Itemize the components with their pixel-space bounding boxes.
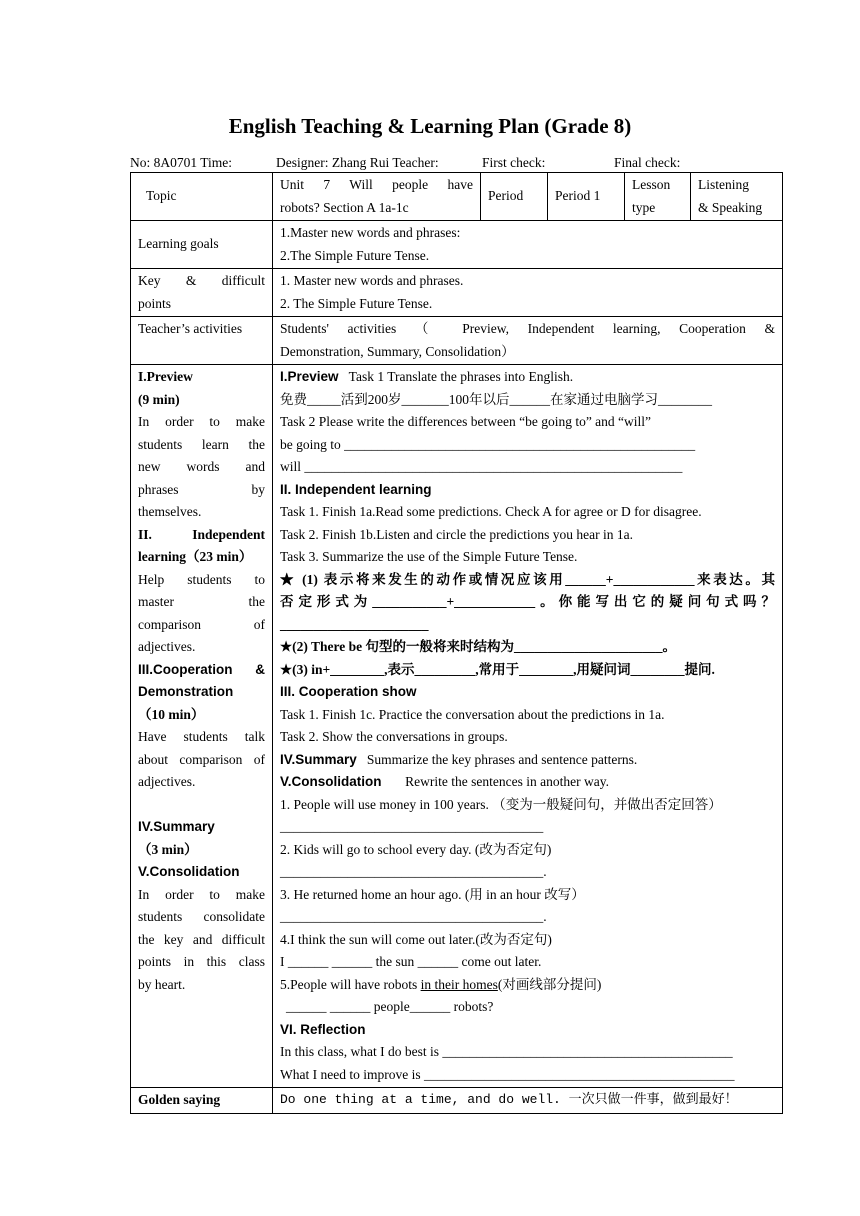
key-points-label-cell — [131, 269, 273, 317]
student-q2: 2. Kids will go to school every day. (改为否定句) — [280, 841, 552, 857]
goals-value-cell — [273, 221, 783, 269]
period-label: Period — [488, 188, 524, 204]
topic-value-line2: robots? Section A 1a-1c — [280, 199, 409, 215]
student-q3: 3. He returned home an hour ago. (用 in an hour 改写） — [280, 886, 585, 902]
key-points-line2: 2. The Simple Future Tense. — [280, 295, 433, 311]
student-q5-blank: ______ ______ people______ robots? — [286, 999, 494, 1014]
golden-saying-row — [131, 1088, 783, 1114]
teacher-activities-label: Teacher’s activities — [138, 321, 243, 336]
student-star3: ★(3) in+________,表示_________,常用于________,用疑问词________提问. — [280, 661, 715, 677]
lesson-type-value-2: & Speaking — [698, 199, 763, 215]
teacher-consol-desc-1: In order to make — [138, 886, 265, 902]
teacher-coop-desc-3: adjectives. — [138, 774, 196, 789]
lesson-plan-table — [130, 172, 783, 1114]
student-will: will ________________________________________________________ — [280, 459, 683, 474]
page-title: English Teaching & Learning Plan (Grade 8) — [228, 114, 632, 138]
teacher-indep-desc-2: master the — [138, 594, 265, 609]
meta-no: No: 8A0701 Time: — [130, 155, 233, 170]
goals-label-cell — [131, 221, 273, 269]
teacher-summary-title: IV.Summary — [138, 819, 215, 834]
meta-first-check: First check: — [482, 155, 546, 170]
student-coop-task1: Task 1. Finish 1c. Practice the conversation about the predictions in 1a. — [280, 706, 665, 722]
lesson-type-value-1: Listening — [698, 177, 749, 192]
student-indep-task3: Task 3. Summarize the use of the Simple Future Tense. — [280, 549, 578, 564]
student-q1: 1. People will use money in 100 years. （变为一般疑问句，并做出否定回答） — [280, 796, 722, 812]
student-q1-blank: _______________________________________ — [280, 819, 544, 834]
teacher-summary-time: （3 min） — [138, 841, 198, 857]
student-q4-blank: I ______ ______ the sun ______ come out later. — [280, 954, 542, 969]
student-star1-line3: ______________________ — [280, 616, 429, 632]
teacher-coop-title-2: Demonstration — [138, 684, 234, 699]
teacher-indep-desc-1: Help students to — [138, 571, 265, 587]
student-reflect-head: VI. Reflection — [280, 1021, 366, 1037]
key-points-row — [131, 269, 783, 317]
teacher-preview-desc-3: new words and — [138, 459, 265, 474]
student-star2: ★(2) There be 句型的一般将来时结构为______________________。 — [280, 639, 676, 654]
student-q5-post: (对画线部分提问) — [497, 976, 602, 992]
student-coop-head: III. Cooperation show — [280, 684, 417, 699]
teacher-coop-desc-2: about comparison of — [138, 751, 265, 767]
student-preview-phrases: 免费_____活到200岁_______100年以后______在家通过电脑学习________ — [280, 391, 712, 407]
key-points-label-2: points — [138, 295, 172, 311]
key-points-label-1: Key & difficult — [138, 273, 265, 288]
teacher-coop-title-1: III.Cooperation & — [138, 661, 265, 677]
teacher-indep-title-1: II. Independent — [138, 526, 265, 542]
teacher-preview-time: (9 min) — [138, 391, 180, 407]
teacher-preview-desc-4: phrases by — [138, 481, 265, 497]
topic-value-line1: Unit 7 Will people have — [280, 177, 473, 192]
student-indep-task1: Task 1. Finish 1a.Read some predictions. Check A for agree or D for disagree. — [280, 504, 702, 519]
goals-line1: 1.Master new words and phrases: — [280, 225, 461, 240]
teacher-preview-desc-1: In order to make — [138, 414, 265, 429]
teacher-consol-desc-3: the key and difficult — [138, 931, 265, 947]
lesson-type-value-cell — [691, 173, 783, 221]
student-preview-task1: Task 1 Translate the phrases into English. — [348, 369, 574, 384]
main-activities-row — [131, 365, 783, 1088]
goals-row — [131, 221, 783, 269]
student-column — [273, 365, 783, 1088]
student-be-going-to: be going to ____________________________________________________ — [280, 436, 696, 452]
period-label-cell — [481, 173, 548, 221]
teacher-preview-title: I.Preview — [138, 369, 193, 384]
teacher-indep-title-2: learning（23 min） — [138, 549, 253, 564]
student-activities-label-1: Students' activities （ Preview, Independent learning, Cooperation & — [280, 321, 775, 336]
teacher-indep-desc-4: adjectives. — [138, 639, 196, 654]
student-consol-text: Rewrite the sentences in another way. — [405, 774, 609, 789]
lesson-type-label-2: type — [632, 199, 656, 215]
student-coop-task2: Task 2. Show the conversations in groups. — [280, 729, 508, 744]
key-points-line1: 1. Master new words and phrases. — [280, 273, 464, 288]
student-star1-line1: ★ (1) 表示将来发生的动作或情况应该用______+____________来表达。其 — [280, 571, 775, 587]
golden-label: Golden saying — [138, 1092, 221, 1107]
goals-label: Learning goals — [138, 236, 219, 252]
student-q4: 4.I think the sun will come out later.(改为否定句) — [280, 931, 552, 947]
student-preview-task2: Task 2 Please write the differences between “be going to” and “will” — [280, 414, 652, 429]
topic-label: Topic — [146, 188, 177, 204]
student-summary-text: Summarize the key phrases and sentence patterns. — [366, 751, 638, 767]
student-indep-head: II. Independent learning — [280, 481, 432, 497]
teacher-preview-desc-2: students learn the — [138, 436, 265, 452]
student-q5-pre: 5.People will have robots — [280, 976, 421, 992]
teacher-consol-desc-5: by heart. — [138, 976, 186, 992]
teacher-column — [131, 365, 273, 1088]
student-activities-header — [273, 317, 783, 365]
plan-meta — [130, 155, 680, 171]
lesson-type-label-cell — [625, 173, 691, 221]
student-indep-task2: Task 2. Finish 1b.Listen and circle the predictions you hear in 1a. — [280, 526, 633, 542]
teacher-spacer — [138, 794, 265, 817]
goals-line2: 2.The Simple Future Tense. — [280, 247, 430, 263]
golden-text-cell — [273, 1088, 783, 1114]
student-activities-label-2: Demonstration, Summary, Consolidation） — [280, 343, 515, 359]
meta-designer: Designer: Zhang Rui Teacher: — [276, 155, 439, 170]
teacher-consol-title: V.Consolidation — [138, 864, 240, 879]
teacher-coop-desc-1: Have students talk — [138, 729, 265, 744]
topic-row — [131, 173, 783, 221]
student-summary-head: IV.Summary — [280, 751, 357, 767]
student-reflect-improve: What I need to improve is ______________________________________________ — [280, 1066, 735, 1082]
student-q2-blank: _______________________________________. — [280, 864, 547, 879]
teacher-consol-desc-4: points in this class — [138, 954, 265, 969]
student-q5-underlined: in their homes — [420, 976, 498, 992]
student-q3-blank: _______________________________________. — [280, 909, 547, 924]
activities-header-row — [131, 317, 783, 365]
golden-label-cell — [131, 1088, 273, 1114]
key-points-value-cell — [273, 269, 783, 317]
student-preview-head: I.Preview — [280, 369, 339, 384]
student-consol-head: V.Consolidation — [280, 774, 382, 789]
meta-final-check: Final check: — [614, 155, 681, 170]
teacher-preview-desc-5: themselves. — [138, 504, 202, 519]
period-value-cell — [548, 173, 625, 221]
student-star1-line2: 否定形式为___________+____________。你能写出它的疑问句式吗？ — [280, 594, 775, 609]
teacher-activities-header — [131, 317, 273, 365]
teacher-coop-time: （10 min） — [138, 706, 205, 722]
topic-label-cell — [131, 173, 273, 221]
lesson-type-label-1: Lesson — [632, 177, 671, 192]
teacher-indep-desc-3: comparison of — [138, 616, 265, 632]
golden-text: Do one thing at a time, and do well. 一次只做一件事，做到最好！ — [280, 1092, 738, 1107]
period-value: Period 1 — [555, 188, 601, 204]
teacher-consol-desc-2: students consolidate — [138, 909, 265, 924]
student-reflect-best: In this class, what I do best is ___________________________________________ — [280, 1044, 733, 1059]
topic-value-cell — [273, 173, 481, 221]
